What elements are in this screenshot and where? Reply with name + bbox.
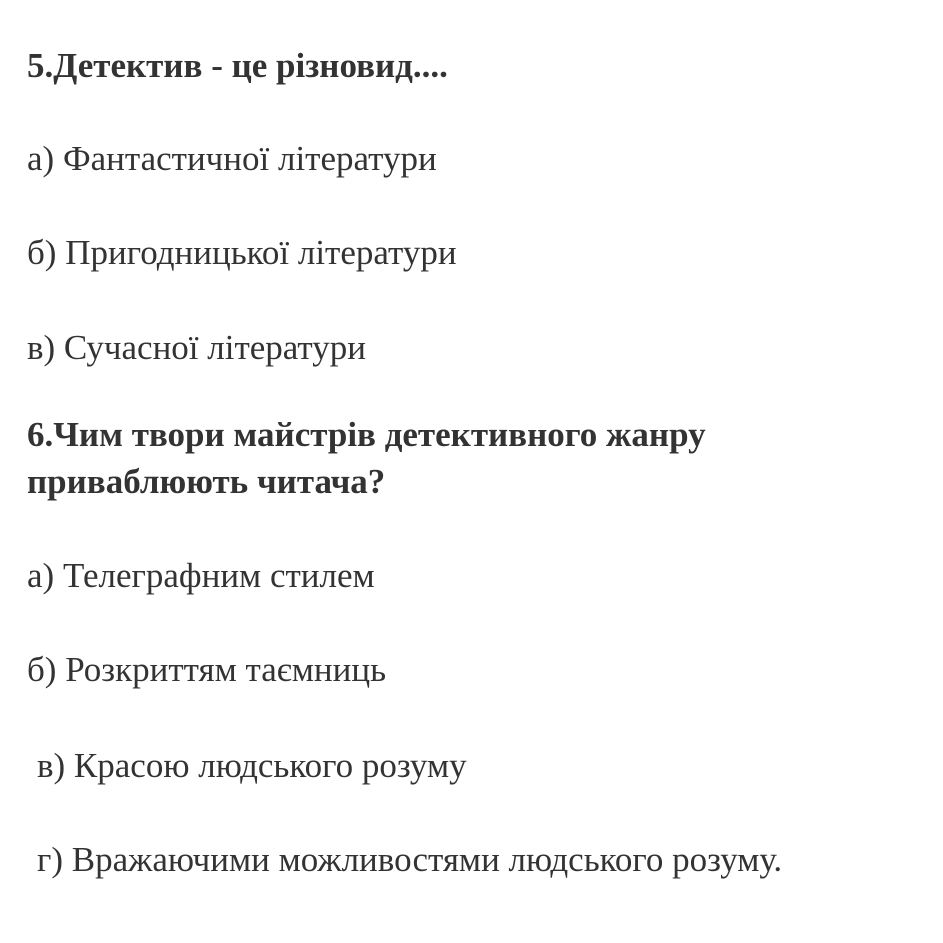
question-6-line-1: 6.Чим твори майстрів детективного жанру	[27, 415, 706, 454]
question-6-option-b: б) Розкриттям таємниць	[27, 650, 387, 689]
question-5-option-c: в) Сучасної літератури	[27, 328, 366, 367]
question-6-option-a: а) Телеграфним стилем	[27, 556, 375, 595]
question-6-option-c: в) Красою людського розуму	[37, 746, 467, 785]
question-6-line-2: приваблюють читача?	[27, 462, 386, 501]
question-5-option-b: б) Пригодницької літератури	[27, 233, 457, 272]
question-5: 5.Детектив - це різновид....	[27, 46, 448, 85]
question-6-option-d: г) Вражаючими можливостями людського розуму.	[37, 840, 783, 879]
question-5-option-a: а) Фантастичної літератури	[27, 139, 437, 178]
